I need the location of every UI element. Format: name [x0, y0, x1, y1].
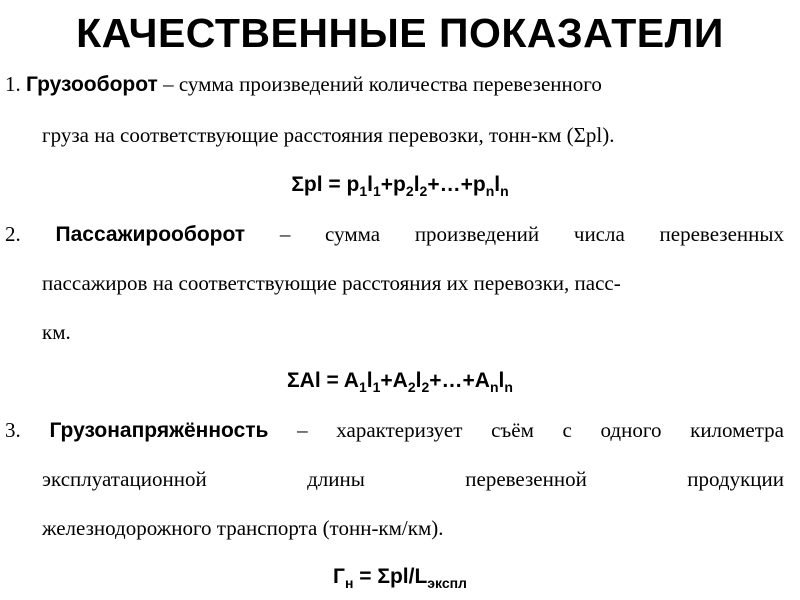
- item-3-term: Грузонапряжённость: [49, 419, 269, 442]
- formula-total-passenger-turnover: $\Sigma Al = A_1l_1+A_2l_2+\dots+A_nl_n$: [287, 369, 513, 395]
- item-1-term: Грузооборот: [26, 73, 158, 96]
- formula-total-freight-turnover: $\Sigma pl = p_1l_1+p_2l_2+\dots+p_nl_n$: [291, 173, 509, 199]
- item-1-line-1-text: – сумма произведений количества перевезенного: [157, 72, 602, 96]
- item-2-line-2: пассажиров на соответствующие расстояния их перевозки, пасс-: [42, 271, 621, 295]
- item-3-line-3: железнодорожного транспорта (тонн-км/км).: [42, 516, 444, 540]
- item-3-line-2: эксплуатационной длины перевезенной продукции: [42, 467, 784, 491]
- item-3-line-1: [5, 416, 784, 445]
- item-2-number: 2.: [5, 222, 21, 246]
- item-2-line-1: [5, 220, 784, 249]
- formula-freight-density: $Г_н = \Sigma pl/L_{экспл}$: [333, 565, 467, 591]
- item-2-line-3: км.: [42, 320, 71, 344]
- item-2-term: Пассажирооборот: [55, 223, 246, 246]
- item-3-line-1-text: – характеризует съём с одного километра: [268, 418, 785, 442]
- item-1-number: 1.: [5, 72, 21, 96]
- item-2-line-1-text: – сумма произведений числа перевезенных: [245, 222, 784, 246]
- item-1-line-2: груза на соответствующие расстояния перевозки, тонн-км (Σpl).: [42, 123, 615, 147]
- slide-title: КАЧЕСТВЕННЫЕ ПОКАЗАТЕЛИ: [76, 10, 724, 56]
- item-3-number: 3.: [5, 418, 21, 442]
- item-1-line-1: [5, 70, 602, 99]
